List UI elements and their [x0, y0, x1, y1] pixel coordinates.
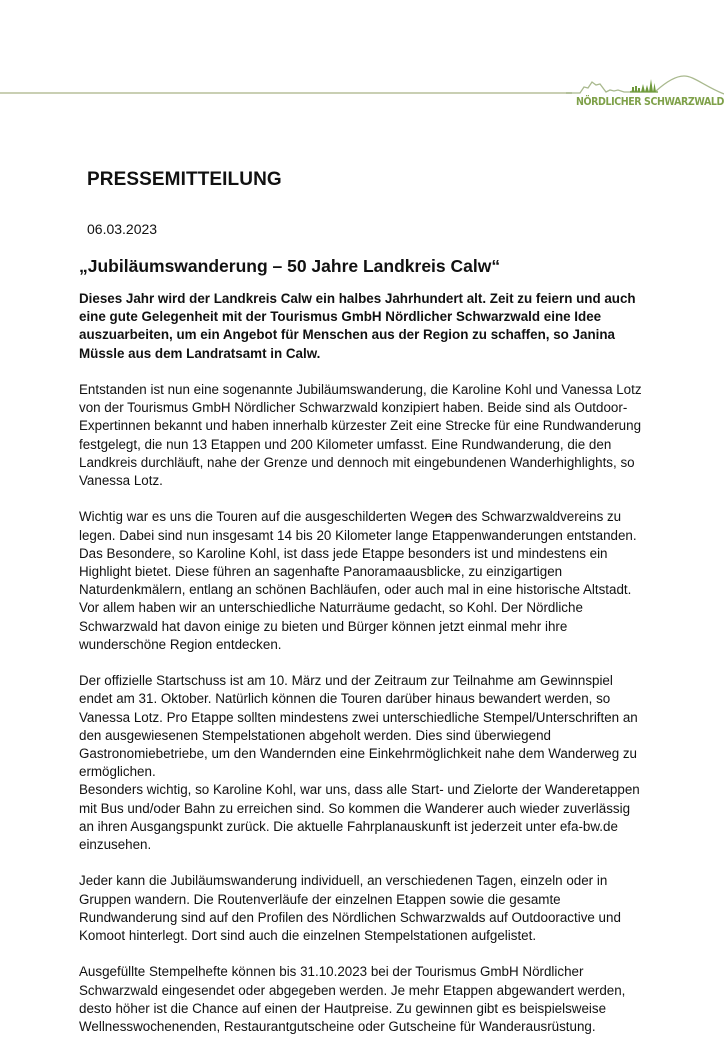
- body-paragraph: Entstanden ist nun eine sogenannte Jubiläumswanderung, die Karoline Kohl und Vanessa Lotz von der Tourismus GmbH Nördlicher Schwarzwald konzipiert haben. Beide sind als Outdoor- Expertinnen bekannt und haben innerhalb kürzester Zeit eine Strecke für eine Rundwanderung festgelegt, die nun 13 Etappen und 200 Kilometer umfasst. Eine Rundwanderung, die den Landkreis durchläuft, nahe der Grenze und dennoch mit eingebundenen Wanderhighlights, so Vanessa Lotz.: [79, 382, 642, 489]
- brand-logo: [566, 72, 724, 116]
- document-date: 06.03.2023: [87, 221, 158, 237]
- document-body: [79, 290, 649, 1054]
- body-paragraph: Jeder kann die Jubiläumswanderung individuell, an verschiedenen Tagen, einzeln oder in Gruppen wandern. Die Routenverläufe der einzelnen Etappen sowie die gesamte Rundwanderung sind auf den Profilen des Nördlichen Schwarzwalds auf Outdooractive und Komoot hinterlegt. Dort sind auch die einzelnen Stempelstationen aufgelistet.: [79, 873, 621, 944]
- paragraph-text: des Schwarzwaldvereins zu legen. Dabei sind nun insgesamt 14 bis 20 Kilometer lange Etappenwanderungen entstanden. Das Besondere, so Karoline Kohl, ist dass jede Etappe besonders ist und mindestens ein Highlight bietet. Diese führen an sagenhafte Panoramaausblicke, zu einzigartigen Naturdenkmälern, entlang an schönen Bachläufen, oder auch mal in eine historische Altstadt. Vor allem haben wir an unterschiedliche Naturräume gedacht, so Kohl. Der Nördliche Schwarzwald hat davon einige zu bieten und Bürger können jetzt einmal mehr ihre wunderschöne Region entdecken.: [79, 509, 637, 652]
- struck-text: n: [444, 509, 453, 525]
- document-title: PRESSEMITTEILUNG: [87, 169, 282, 190]
- body-paragraph: Der offizielle Startschuss ist am 10. März und der Zeitraum zur Teilnahme am Gewinnspiel endet am 31. Oktober. Natürlich können die Touren darüber hinaus bewandert werden, so Vanessa Lotz. Pro Etappe sollten mindestens zwei unterschiedliche Stempel/Unterschriften an den ausgewiesenen Stempelstationen abgeholt werden. Dies sind überwiegend Gastronomiebetriebe, um den Wandernden eine Einkehrmöglichkeit nahe dem Wanderweg zu ermöglichen.: [79, 673, 638, 780]
- logo-wordmark: NÖRDLICHER SCHWARZWALD: [576, 97, 724, 108]
- body-paragraph: Ausgefüllte Stempelhefte können bis 31.10.2023 bei der Tourismus GmbH Nördlicher Schwarzwald eingesendet oder abgegeben werden. Je mehr Etappen abgewandert werden, desto höher ist die Chance auf einen der Hautpreise. Zu gewinnen gibt es beispielsweise Wellnesswochenenden, Restaurantgutscheine oder Gutscheine für Wanderausrüstung.: [79, 964, 626, 1035]
- header-rule: [0, 92, 572, 94]
- lead-paragraph: Dieses Jahr wird der Landkreis Calw ein halbes Jahrhundert alt. Zeit zu feiern und auch eine gute Gelegenheit mit der Tourismus GmbH Nördlicher Schwarzwald eine Idee auszuarbeiten, um ein Angebot für Menschen aus der Region zu schaffen, so Janina Müssle aus dem Landratsamt in Calw.: [79, 291, 636, 361]
- body-paragraph: [79, 508, 649, 654]
- mountain-forest-skyline-icon: [566, 72, 724, 98]
- body-paragraph: Besonders wichtig, so Karoline Kohl, war uns, dass alle Start- und Zielorte der Wanderetappen mit Bus und/oder Bahn zu erreichen sind. So kommen die Wanderer auch wieder zuverlässig an ihren Ausgangspunkt zurück. Die aktuelle Fahrplanauskunft ist jederzeit unter efa-bw.de einzusehen.: [79, 782, 640, 853]
- press-headline: „Jubiläumswanderung – 50 Jahre Landkreis Calw“: [79, 256, 501, 276]
- paragraph-text: Wichtig war es uns die Touren auf die ausgeschilderten Wege: [79, 509, 445, 525]
